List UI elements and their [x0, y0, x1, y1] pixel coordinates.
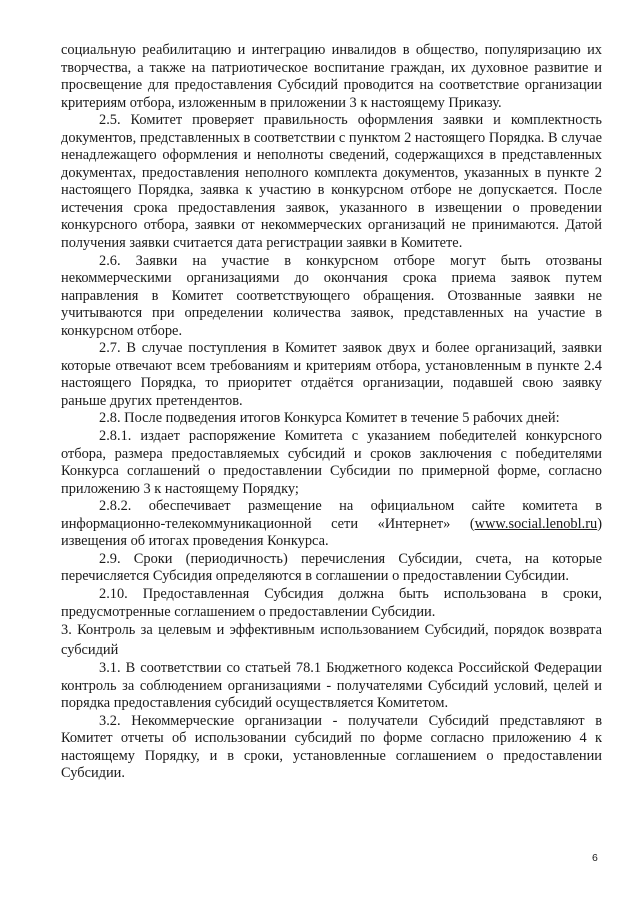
- paragraph-2-8-2-text-after: ) извещения об итогах проведения Конкурса.: [61, 515, 602, 550]
- paragraph-2-8: 2.8. После подведения итогов Конкурса Комитет в течение 5 рабочих дней:: [99, 410, 560, 427]
- website-link[interactable]: www.social.lenobl.ru: [474, 515, 598, 532]
- paragraph-2-10: 2.10. Предоставленная Субсидия должна быть использована в сроки, предусмотренные соглашением о предоставлении Субсидии.: [61, 585, 602, 620]
- paragraph-2-5: 2.5. Комитет проверяет правильность оформления заявки и комплектность документов, представленных в соответствии с пунктом 2 настоящего Порядка. В случае ненадлежащего оформления и неполноты сведений, содержащихся в представленных документах, предоставления неполного комплекта документов, указанных в пункте 2 настоящего Порядка, заявка к участию в конкурсном отборе не допускается. После истечения срока предоставления заявок, указанного в извещении о проведении конкурсного отбора, заявки от некоммерческих организаций не принимаются. Датой получения заявки считается дата регистрации заявки в Комитете.: [61, 112, 602, 252]
- paragraph-2-8-1: 2.8.1. издает распоряжение Комитета с указанием победителей конкурсного отбора, размера предоставляемых субсидий и сроков заключения с победителями Конкурса соглашений о предоставлении Субсидии по примерной форме, согласно приложению 3 к настоящему Порядку;: [61, 428, 602, 497]
- paragraph-2-7: 2.7. В случае поступления в Комитет заявок двух и более организаций, заявки которые отвечают всем требованиям и критериям отбора, установленным в пункте 2.4 настоящего Порядка, то приоритет отдаётся организации, подавшей свою заявку раньше других претендентов.: [61, 340, 602, 409]
- paragraph-2-8-2: [61, 498, 602, 551]
- paragraph-3-1: 3.1. В соответствии со статьей 78.1 Бюджетного кодекса Российской Федерации контроль за соблюдением организациями - получателями Субсидий условий, целей и порядка предоставления субсидий осуществляется Комитетом.: [61, 660, 602, 712]
- section-heading: 3. Контроль за целевым и эффективным использованием Субсидий, порядок возврата субсидий: [61, 622, 602, 658]
- paragraph-continuation: социальную реабилитацию и интеграцию инвалидов в общество, популяризацию их творчества, а также на патриотическое воспитание граждан, их духовное развитие и просвещение для предоставления Субсидий проводится на соответствие организации критериям отбора, изложенным в приложении 3 к настоящему Приказу.: [61, 42, 602, 111]
- paragraph-2-6: 2.6. Заявки на участие в конкурсном отборе могут быть отозваны некоммерческими организациями до окончания срока приема заявок путем направления в Комитет соответствующего обращения. Отозванные заявки не учитываются при определении количества заявок, представленных на участие в конкурсном отборе.: [61, 252, 602, 339]
- document-page: [61, 42, 602, 783]
- page-number: 6: [592, 852, 598, 864]
- paragraph-2-9: 2.9. Сроки (периодичность) перечисления Субсидии, счета, на которые перечисляется Субсидия определяются в соглашении о предоставлении Субсидии.: [61, 550, 602, 585]
- paragraph-3-2: 3.2. Некоммерческие организации - получатели Субсидий представляют в Комитет отчеты об использовании субсидий по форме согласно приложению 4 к настоящему Порядку, и в сроки, установленные соглашением о предоставлении Субсидии.: [61, 712, 602, 782]
- paragraph-2-8-2-text-before: 2.8.2. обеспечивает размещение на официальном сайте комитета в информационно-телекоммуникационной сети «Интернет» (: [61, 498, 602, 532]
